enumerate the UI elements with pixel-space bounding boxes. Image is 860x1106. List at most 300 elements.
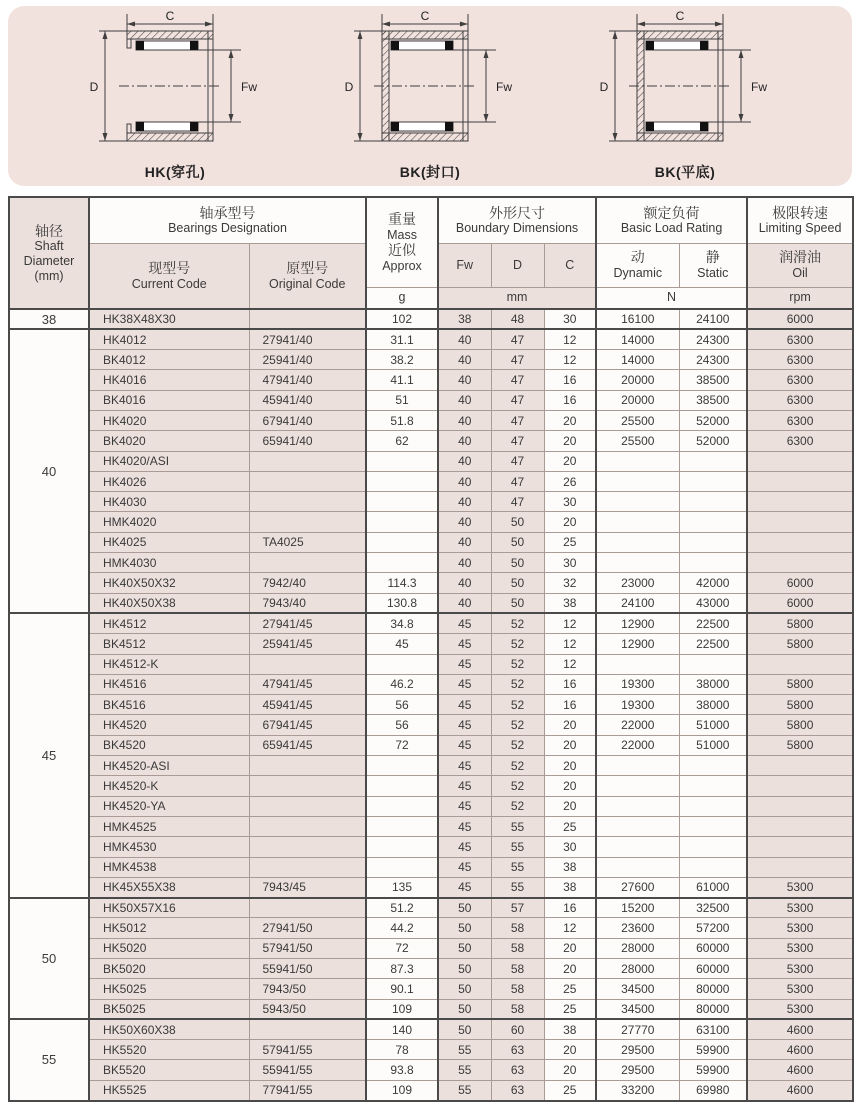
mass-cell: 51.2 — [366, 898, 438, 918]
static-cell: 57200 — [679, 918, 747, 938]
c-cell: 20 — [544, 938, 596, 958]
fw-cell: 40 — [438, 532, 491, 552]
oil-speed-cell: 6000 — [747, 593, 853, 613]
original-code-cell: 25941/40 — [249, 350, 366, 370]
current-code-cell: HK5525 — [89, 1080, 249, 1100]
d-cell: 55 — [491, 857, 544, 877]
current-code-cell: HMK4525 — [89, 816, 249, 836]
header-current-code: 现型号 Current Code — [89, 243, 249, 309]
d-cell: 55 — [491, 837, 544, 857]
mass-cell — [366, 553, 438, 573]
bearing-cross-section-svg — [342, 11, 518, 161]
original-code-cell: 27941/50 — [249, 918, 366, 938]
oil-speed-cell: 5300 — [747, 959, 853, 979]
dynamic-cell — [596, 816, 679, 836]
bearing-cross-section-svg — [87, 11, 263, 161]
c-cell: 25 — [544, 999, 596, 1019]
static-cell: 38500 — [679, 370, 747, 390]
oil-speed-cell — [747, 451, 853, 471]
fw-cell: 40 — [438, 350, 491, 370]
oil-speed-cell: 5800 — [747, 674, 853, 694]
svg-text:D: D — [89, 79, 99, 94]
d-cell: 52 — [491, 674, 544, 694]
mass-cell: 87.3 — [366, 959, 438, 979]
d-cell: 55 — [491, 816, 544, 836]
fw-cell: 40 — [438, 410, 491, 430]
c-cell: 26 — [544, 471, 596, 491]
c-cell: 16 — [544, 674, 596, 694]
table-row — [9, 492, 853, 512]
c-cell: 20 — [544, 512, 596, 532]
mass-cell — [366, 837, 438, 857]
fw-cell: 45 — [438, 735, 491, 755]
original-code-cell: 45941/40 — [249, 390, 366, 410]
static-cell — [679, 512, 747, 532]
current-code-cell: BK4520 — [89, 735, 249, 755]
table-row — [9, 390, 853, 410]
static-cell — [679, 776, 747, 796]
mass-cell: 38.2 — [366, 350, 438, 370]
fw-cell: 40 — [438, 573, 491, 593]
d-cell: 50 — [491, 512, 544, 532]
d-cell: 55 — [491, 877, 544, 897]
fw-cell: 40 — [438, 451, 491, 471]
c-cell: 12 — [544, 613, 596, 633]
table-row — [9, 918, 853, 938]
d-cell: 47 — [491, 390, 544, 410]
table-row — [9, 573, 853, 593]
d-cell: 58 — [491, 938, 544, 958]
current-code-cell: HK38X48X30 — [89, 309, 249, 329]
table-row — [9, 857, 853, 877]
table-row — [9, 1060, 853, 1080]
dynamic-cell: 27600 — [596, 877, 679, 897]
static-cell: 80000 — [679, 999, 747, 1019]
d-cell: 52 — [491, 695, 544, 715]
header-unit-n: N — [596, 287, 747, 309]
header-static: 静 Static — [679, 243, 747, 287]
original-code-cell: 47941/45 — [249, 674, 366, 694]
dynamic-cell — [596, 756, 679, 776]
header-original-code: 原型号 Original Code — [249, 243, 366, 309]
svg-text:D: D — [599, 79, 609, 94]
d-cell: 50 — [491, 593, 544, 613]
static-cell: 52000 — [679, 431, 747, 451]
mass-cell — [366, 816, 438, 836]
d-cell: 47 — [491, 329, 544, 349]
oil-speed-cell — [747, 816, 853, 836]
fw-cell: 50 — [438, 979, 491, 999]
header-oil: 润滑油 Oil — [747, 243, 853, 287]
fw-cell: 45 — [438, 857, 491, 877]
d-cell: 52 — [491, 654, 544, 674]
static-cell — [679, 492, 747, 512]
original-code-cell — [249, 857, 366, 877]
fw-cell: 50 — [438, 938, 491, 958]
diagram-caption: BK(封口) — [399, 163, 461, 180]
dynamic-cell: 14000 — [596, 350, 679, 370]
oil-speed-cell: 4600 — [747, 1019, 853, 1039]
fw-cell: 40 — [438, 593, 491, 613]
oil-speed-cell: 4600 — [747, 1060, 853, 1080]
current-code-cell: HMK4538 — [89, 857, 249, 877]
dynamic-cell: 12900 — [596, 634, 679, 654]
c-cell: 16 — [544, 695, 596, 715]
shaft-diameter-cell: 45 — [9, 613, 89, 897]
table-row — [9, 776, 853, 796]
table-row — [9, 796, 853, 816]
dynamic-cell: 22000 — [596, 735, 679, 755]
mass-cell: 102 — [366, 309, 438, 329]
d-cell: 50 — [491, 573, 544, 593]
d-cell: 48 — [491, 309, 544, 329]
d-cell: 50 — [491, 553, 544, 573]
static-cell: 22500 — [679, 634, 747, 654]
table-row — [9, 877, 853, 897]
dynamic-cell: 22000 — [596, 715, 679, 735]
table-row — [9, 329, 853, 349]
fw-cell: 45 — [438, 816, 491, 836]
c-cell: 16 — [544, 898, 596, 918]
fw-cell: 40 — [438, 431, 491, 451]
dynamic-cell — [596, 776, 679, 796]
original-code-cell — [249, 451, 366, 471]
current-code-cell: HK50X57X16 — [89, 898, 249, 918]
mass-cell: 45 — [366, 634, 438, 654]
table-row — [9, 471, 853, 491]
c-cell: 20 — [544, 715, 596, 735]
dynamic-cell: 20000 — [596, 390, 679, 410]
table-row — [9, 451, 853, 471]
static-cell: 32500 — [679, 898, 747, 918]
original-code-cell — [249, 492, 366, 512]
table-row — [9, 1080, 853, 1100]
mass-cell: 56 — [366, 715, 438, 735]
mass-cell: 90.1 — [366, 979, 438, 999]
fw-cell: 45 — [438, 776, 491, 796]
static-cell: 59900 — [679, 1040, 747, 1060]
static-cell: 38000 — [679, 695, 747, 715]
fw-cell: 55 — [438, 1080, 491, 1100]
static-cell — [679, 553, 747, 573]
table-row — [9, 674, 853, 694]
oil-speed-cell: 6300 — [747, 390, 853, 410]
oil-speed-cell: 5300 — [747, 918, 853, 938]
static-cell: 69980 — [679, 1080, 747, 1100]
dynamic-cell: 25500 — [596, 431, 679, 451]
static-cell: 38500 — [679, 390, 747, 410]
fw-cell: 40 — [438, 471, 491, 491]
original-code-cell: 5943/50 — [249, 999, 366, 1019]
dynamic-cell: 16100 — [596, 309, 679, 329]
bearing-cross-section-svg — [597, 11, 773, 161]
current-code-cell: HK4012 — [89, 329, 249, 349]
table-row — [9, 654, 853, 674]
table-row — [9, 410, 853, 430]
current-code-cell: HK5020 — [89, 938, 249, 958]
c-cell: 38 — [544, 857, 596, 877]
current-code-cell: HK45X55X38 — [89, 877, 249, 897]
mass-cell — [366, 451, 438, 471]
fw-cell: 45 — [438, 674, 491, 694]
current-code-cell: HMK4530 — [89, 837, 249, 857]
dynamic-cell: 34500 — [596, 979, 679, 999]
mass-cell: 114.3 — [366, 573, 438, 593]
c-cell: 20 — [544, 1060, 596, 1080]
original-code-cell: 57941/50 — [249, 938, 366, 958]
dynamic-cell: 12900 — [596, 613, 679, 633]
static-cell — [679, 816, 747, 836]
bearing-cross-section-icon — [597, 11, 773, 166]
c-cell: 38 — [544, 593, 596, 613]
oil-speed-cell: 5800 — [747, 634, 853, 654]
svg-text:Fw: Fw — [241, 79, 257, 94]
table-row — [9, 309, 853, 329]
dynamic-cell: 14000 — [596, 329, 679, 349]
oil-speed-cell — [747, 654, 853, 674]
c-cell: 38 — [544, 1019, 596, 1039]
c-cell: 12 — [544, 329, 596, 349]
c-cell: 20 — [544, 776, 596, 796]
original-code-cell: 27941/45 — [249, 613, 366, 633]
current-code-cell: BK4020 — [89, 431, 249, 451]
c-cell: 20 — [544, 1040, 596, 1060]
fw-cell: 50 — [438, 999, 491, 1019]
original-code-cell: 77941/55 — [249, 1080, 366, 1100]
table-row — [9, 350, 853, 370]
mass-cell: 93.8 — [366, 1060, 438, 1080]
original-code-cell — [249, 654, 366, 674]
d-cell: 47 — [491, 451, 544, 471]
d-cell: 52 — [491, 613, 544, 633]
header-boundary-dimensions: 外形尺寸 Boundary Dimensions — [438, 197, 596, 243]
mass-cell: 140 — [366, 1019, 438, 1039]
static-cell: 61000 — [679, 877, 747, 897]
dynamic-cell: 33200 — [596, 1080, 679, 1100]
static-cell: 51000 — [679, 715, 747, 735]
oil-speed-cell: 5800 — [747, 695, 853, 715]
c-cell: 30 — [544, 837, 596, 857]
oil-speed-cell: 5300 — [747, 979, 853, 999]
mass-cell — [366, 796, 438, 816]
c-cell: 32 — [544, 573, 596, 593]
mass-cell: 130.8 — [366, 593, 438, 613]
header-unit-mm: mm — [438, 287, 596, 309]
fw-cell: 50 — [438, 898, 491, 918]
current-code-cell: BK4012 — [89, 350, 249, 370]
d-cell: 47 — [491, 370, 544, 390]
fw-cell: 45 — [438, 654, 491, 674]
oil-speed-cell: 5300 — [747, 938, 853, 958]
svg-text:C: C — [675, 10, 685, 23]
header-unit-rpm: rpm — [747, 287, 853, 309]
oil-speed-cell — [747, 512, 853, 532]
original-code-cell: 27941/40 — [249, 329, 366, 349]
dynamic-cell: 27770 — [596, 1019, 679, 1039]
fw-cell: 55 — [438, 1060, 491, 1080]
d-cell: 63 — [491, 1040, 544, 1060]
dynamic-cell — [596, 837, 679, 857]
d-cell: 47 — [491, 410, 544, 430]
static-cell: 80000 — [679, 979, 747, 999]
header-unit-g: g — [366, 287, 438, 309]
d-cell: 63 — [491, 1060, 544, 1080]
c-cell: 12 — [544, 918, 596, 938]
fw-cell: 45 — [438, 613, 491, 633]
mass-cell: 46.2 — [366, 674, 438, 694]
dynamic-cell — [596, 532, 679, 552]
table-row — [9, 370, 853, 390]
diagram-caption: HK(穿孔) — [144, 163, 206, 180]
d-cell: 47 — [491, 471, 544, 491]
current-code-cell: HK4520-YA — [89, 796, 249, 816]
bearing-cross-section-icon — [87, 11, 263, 166]
current-code-cell: HK4512-K — [89, 654, 249, 674]
diagram-band — [8, 6, 852, 186]
table-row — [9, 553, 853, 573]
header-dynamic: 动 Dynamic — [596, 243, 679, 287]
static-cell: 52000 — [679, 410, 747, 430]
c-cell: 25 — [544, 979, 596, 999]
original-code-cell: 7942/40 — [249, 573, 366, 593]
original-code-cell: 7943/50 — [249, 979, 366, 999]
fw-cell: 45 — [438, 715, 491, 735]
fw-cell: 50 — [438, 1019, 491, 1039]
original-code-cell: 47941/40 — [249, 370, 366, 390]
d-cell: 58 — [491, 918, 544, 938]
table-row — [9, 898, 853, 918]
original-code-cell — [249, 756, 366, 776]
original-code-cell: 7943/40 — [249, 593, 366, 613]
oil-speed-cell: 6300 — [747, 410, 853, 430]
c-cell: 20 — [544, 756, 596, 776]
c-cell: 20 — [544, 959, 596, 979]
table-row — [9, 938, 853, 958]
oil-speed-cell: 5300 — [747, 999, 853, 1019]
static-cell — [679, 756, 747, 776]
static-cell: 24300 — [679, 329, 747, 349]
table-row — [9, 756, 853, 776]
original-code-cell: 67941/40 — [249, 410, 366, 430]
oil-speed-cell: 6300 — [747, 370, 853, 390]
table-row — [9, 959, 853, 979]
header-mass-approx: 重量 Mass 近似 Approx — [366, 197, 438, 287]
d-cell: 60 — [491, 1019, 544, 1039]
mass-cell — [366, 654, 438, 674]
current-code-cell: BK5520 — [89, 1060, 249, 1080]
static-cell: 42000 — [679, 573, 747, 593]
current-code-cell: HK4025 — [89, 532, 249, 552]
dynamic-cell: 28000 — [596, 959, 679, 979]
c-cell: 16 — [544, 390, 596, 410]
static-cell — [679, 857, 747, 877]
current-code-cell: HK40X50X32 — [89, 573, 249, 593]
current-code-cell: HK5025 — [89, 979, 249, 999]
static-cell — [679, 451, 747, 471]
svg-text:D: D — [344, 79, 354, 94]
c-cell: 25 — [544, 532, 596, 552]
original-code-cell — [249, 512, 366, 532]
dynamic-cell: 23600 — [596, 918, 679, 938]
svg-text:C: C — [420, 10, 430, 23]
static-cell: 38000 — [679, 674, 747, 694]
dynamic-cell — [596, 512, 679, 532]
current-code-cell: HK4520-ASI — [89, 756, 249, 776]
oil-speed-cell: 4600 — [747, 1040, 853, 1060]
d-cell: 58 — [491, 999, 544, 1019]
oil-speed-cell: 4600 — [747, 1080, 853, 1100]
current-code-cell: HK4516 — [89, 674, 249, 694]
bearing-diagram-bk-sealed — [342, 11, 518, 182]
oil-speed-cell — [747, 553, 853, 573]
mass-cell: 34.8 — [366, 613, 438, 633]
original-code-cell — [249, 837, 366, 857]
dynamic-cell: 28000 — [596, 938, 679, 958]
mass-cell: 135 — [366, 877, 438, 897]
oil-speed-cell: 5800 — [747, 715, 853, 735]
table-row — [9, 613, 853, 633]
shaft-diameter-cell: 50 — [9, 898, 89, 1020]
dynamic-cell: 15200 — [596, 898, 679, 918]
mass-cell: 72 — [366, 735, 438, 755]
d-cell: 47 — [491, 431, 544, 451]
original-code-cell — [249, 471, 366, 491]
c-cell: 20 — [544, 796, 596, 816]
d-cell: 52 — [491, 735, 544, 755]
mass-cell — [366, 776, 438, 796]
original-code-cell: 45941/45 — [249, 695, 366, 715]
shaft-diameter-cell: 40 — [9, 329, 89, 613]
d-cell: 52 — [491, 776, 544, 796]
oil-speed-cell: 6300 — [747, 350, 853, 370]
dynamic-cell — [596, 471, 679, 491]
original-code-cell: 65941/45 — [249, 735, 366, 755]
dynamic-cell: 25500 — [596, 410, 679, 430]
current-code-cell: HK4020/ASI — [89, 451, 249, 471]
static-cell — [679, 654, 747, 674]
c-cell: 20 — [544, 735, 596, 755]
d-cell: 50 — [491, 532, 544, 552]
d-cell: 57 — [491, 898, 544, 918]
header-basic-load-rating: 额定负荷 Basic Load Rating — [596, 197, 747, 243]
static-cell — [679, 532, 747, 552]
mass-cell: 109 — [366, 999, 438, 1019]
c-cell: 12 — [544, 634, 596, 654]
dynamic-cell — [596, 654, 679, 674]
fw-cell: 50 — [438, 918, 491, 938]
original-code-cell — [249, 309, 366, 329]
original-code-cell: TA4025 — [249, 532, 366, 552]
current-code-cell: BK4516 — [89, 695, 249, 715]
current-code-cell: HK4030 — [89, 492, 249, 512]
oil-speed-cell: 5800 — [747, 735, 853, 755]
oil-speed-cell — [747, 532, 853, 552]
dynamic-cell: 23000 — [596, 573, 679, 593]
d-cell: 52 — [491, 715, 544, 735]
table-row — [9, 695, 853, 715]
mass-cell — [366, 532, 438, 552]
current-code-cell: HMK4020 — [89, 512, 249, 532]
svg-text:Fw: Fw — [496, 79, 512, 94]
dynamic-cell: 29500 — [596, 1040, 679, 1060]
static-cell: 22500 — [679, 613, 747, 633]
oil-speed-cell — [747, 471, 853, 491]
static-cell: 63100 — [679, 1019, 747, 1039]
mass-cell: 62 — [366, 431, 438, 451]
current-code-cell: HK50X60X38 — [89, 1019, 249, 1039]
table-row — [9, 1019, 853, 1039]
fw-cell: 50 — [438, 959, 491, 979]
